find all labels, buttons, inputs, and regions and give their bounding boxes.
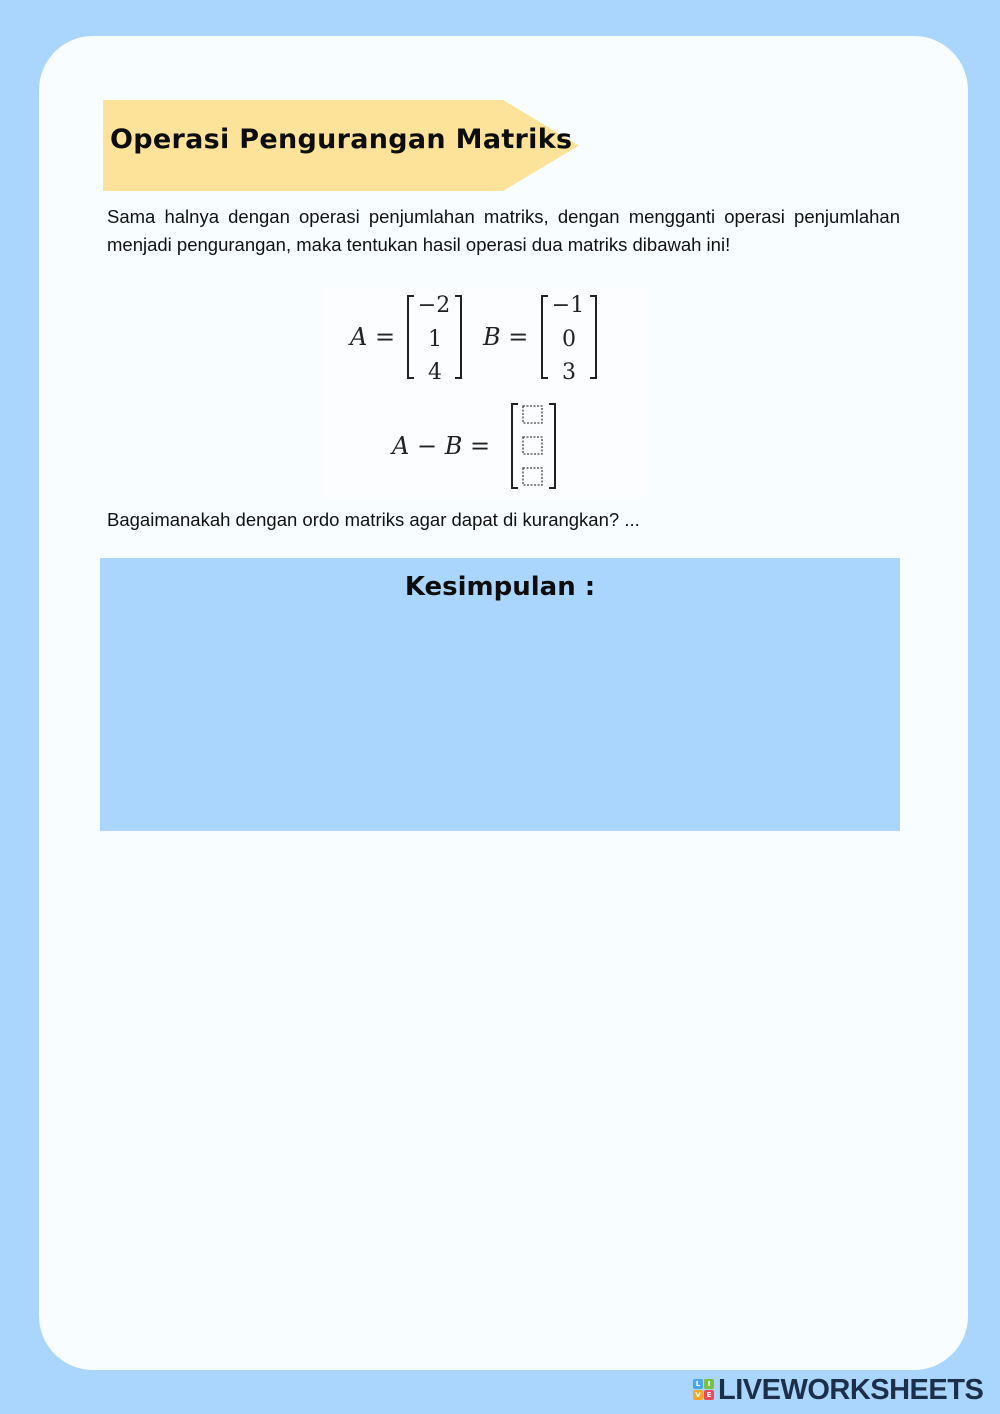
question-text: Bagaimanakah dengan ordo matriks agar dapat di kurangkan? ... [107,509,640,530]
matrix-b-right-bracket [590,296,596,378]
result-slot-1[interactable] [523,406,542,423]
logo-letter-e: E [704,1390,714,1400]
matrix-a-row-3: 4 [428,360,442,385]
matrix-a-left-bracket [408,296,414,378]
result-left-bracket [512,404,518,488]
conclusion-box[interactable] [100,558,900,831]
conclusion-title: Kesimpulan : [404,572,596,602]
result-slot-2[interactable] [523,437,542,454]
matrix-b-row-3: 3 [562,360,576,385]
matrix-equations [322,288,647,498]
result-right-bracket [549,404,555,488]
matrix-a-right-bracket [455,296,461,378]
matrix-a-row-2: 1 [428,327,442,352]
result-label: A − B = [392,432,491,460]
liveworksheets-logo-icon [693,1379,715,1401]
matrix-b-row-1: −1 [551,293,585,318]
matrix-a-row-1: −2 [417,293,451,318]
liveworksheets-brand [693,1374,993,1406]
logo-letter-l: L [693,1379,703,1389]
brand-name: LIVEWORKSHEETS [718,1374,984,1406]
intro-paragraph: Sama halnya dengan operasi penjumlahan matriks, dengan mengganti operasi penjumlahan menjadi pengurangan, maka tentukan hasil operasi dua matriks dibawah ini! [107,206,900,255]
matrix-equation-image [322,288,647,498]
matrix-b-row-2: 0 [562,327,576,352]
logo-letter-i: I [704,1379,714,1389]
matrix-b-label: B = [483,323,529,351]
matrix-a-label: A = [350,323,396,351]
matrix-b-left-bracket [542,296,548,378]
logo-letter-v: V [693,1390,703,1400]
page-title: Operasi Pengurangan Matriks [110,124,573,155]
result-slot-3[interactable] [523,468,542,485]
title-banner [103,100,579,191]
